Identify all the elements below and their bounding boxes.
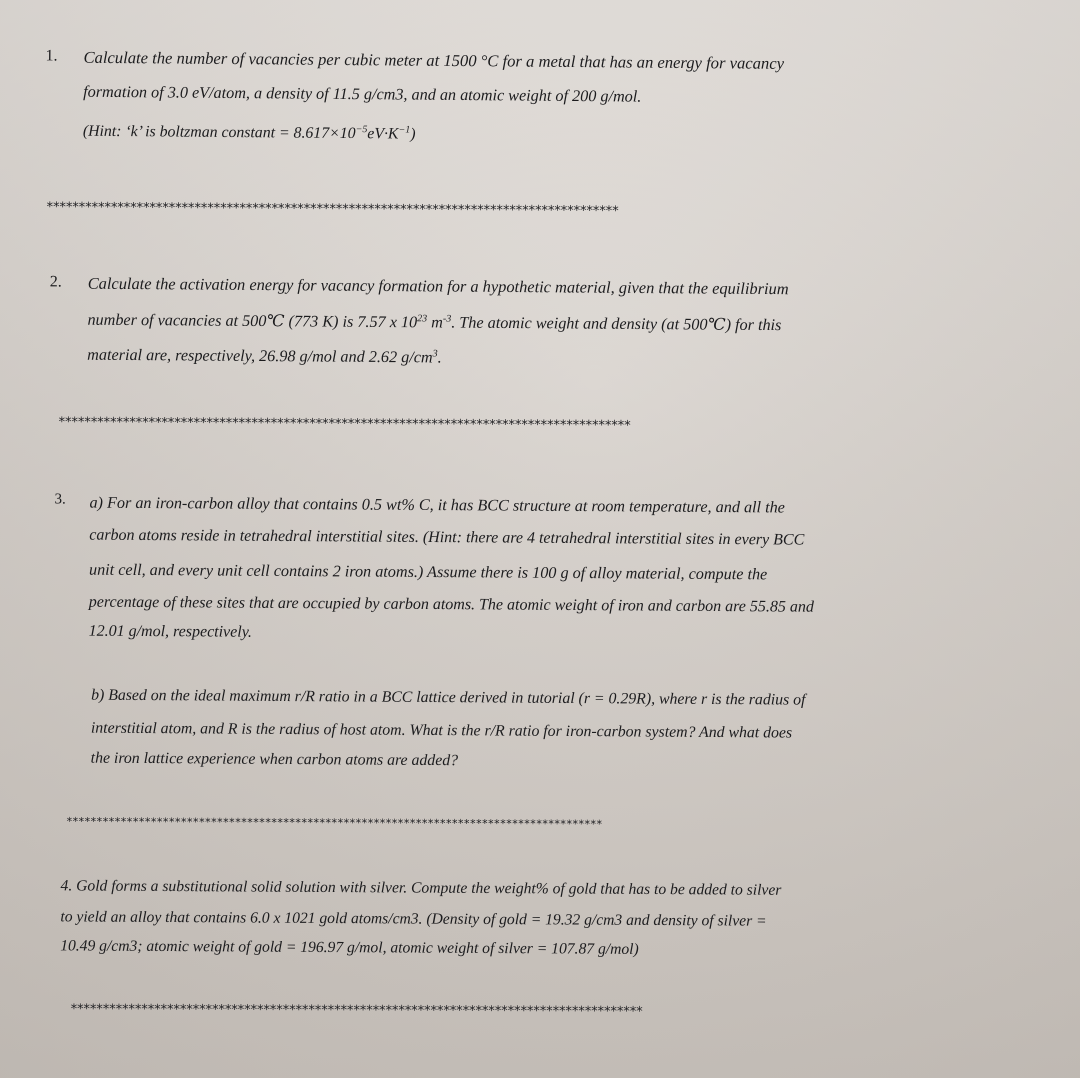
q2-line2-rest: . The atomic weight and density (at 500℃) for this [451, 313, 782, 335]
question-1-number: 1. [45, 47, 58, 65]
question-2-line-2 [87, 312, 781, 334]
question-3a-line-2: carbon atoms reside in tetrahedral interstitial sites. (Hint: there are 4 tetrahedral interstitial sites in every BCC [89, 526, 805, 549]
q2-line3-text: material are, respectively, 26.98 g/mol and 2.62 g/cm [87, 345, 433, 367]
separator-4: ***************************************************************************************** [69, 1002, 642, 1020]
question-3a-line-1: a) For an iron-carbon alloy that contains 0.5 wt% C, it has BCC structure at room temperature, and all the [89, 493, 785, 517]
question-4-line-1: 4. Gold forms a substitutional solid solution with silver. Compute the weight% of gold that has to be added to silver [60, 877, 782, 899]
hint-text: (Hint: ‘k’ is boltzman constant = 8.617×10 [82, 122, 356, 143]
question-2-line-3 [87, 347, 442, 366]
q2-line2-text: number of vacancies at 500℃ (773 K) is 7.57 x 10 [87, 310, 418, 332]
separator-3: ***************************************************************************************** [65, 815, 603, 831]
question-2-number: 2. [49, 273, 62, 291]
q2-exponent-2: -3 [442, 313, 452, 325]
hint-exponent-2: −1 [398, 124, 411, 136]
hint-exponent-1: −5 [355, 124, 368, 136]
q2-unit: m [427, 313, 443, 332]
question-4-line-3: 10.49 g/cm3; atomic weight of gold = 196.97 g/mol, atomic weight of silver = 107.87 g/mol) [60, 937, 639, 958]
question-4-line-2: to yield an alloy that contains 6.0 x 1021 gold atoms/cm3. (Density of gold = 19.32 g/cm3 and density of silver = [60, 908, 767, 930]
separator-2: ***************************************************************************************** [57, 415, 630, 434]
question-3b-line-3: the iron lattice experience when carbon atoms are added? [90, 749, 459, 770]
separator-1: ***************************************************************************************** [45, 200, 618, 219]
question-1-line-2: formation of 3.0 eV/atom, a density of 11.5 g/cm3, and an atomic weight of 200 g/mol. [83, 82, 642, 106]
hint-unit: eV·K [367, 125, 399, 143]
q2-exponent-1: 23 [417, 313, 428, 325]
hint-close: ) [410, 125, 416, 143]
q2-line3-exponent: 3 [432, 348, 438, 360]
question-1-hint [83, 124, 416, 143]
question-1-line-1: Calculate the number of vacancies per cubic meter at 1500 °C for a metal that has an energy for vacancy [83, 47, 785, 73]
q2-line3-end: . [437, 348, 442, 367]
question-3b-line-2: interstitial atom, and R is the radius of host atom. What is the r/R ratio for iron-carbon system? And what does [90, 719, 793, 742]
question-3a-line-5: 12.01 g/mol, respectively. [88, 622, 253, 641]
question-3a-line-4: percentage of these sites that are occupied by carbon atoms. The atomic weight of iron and carbon are 55.85 and [88, 593, 814, 616]
question-3b-line-1: b) Based on the ideal maximum r/R ratio in a BCC lattice derived in tutorial (r = 0.29R), where r is the radius of [91, 686, 806, 709]
question-3-number: 3. [54, 491, 66, 508]
question-2-line-1: Calculate the activation energy for vacancy formation for a hypothetic material, given that the equilibrium [87, 273, 789, 299]
question-3a-line-3: unit cell, and every unit cell contains 2 iron atoms.) Assume there is 100 g of alloy material, compute the [88, 560, 768, 584]
